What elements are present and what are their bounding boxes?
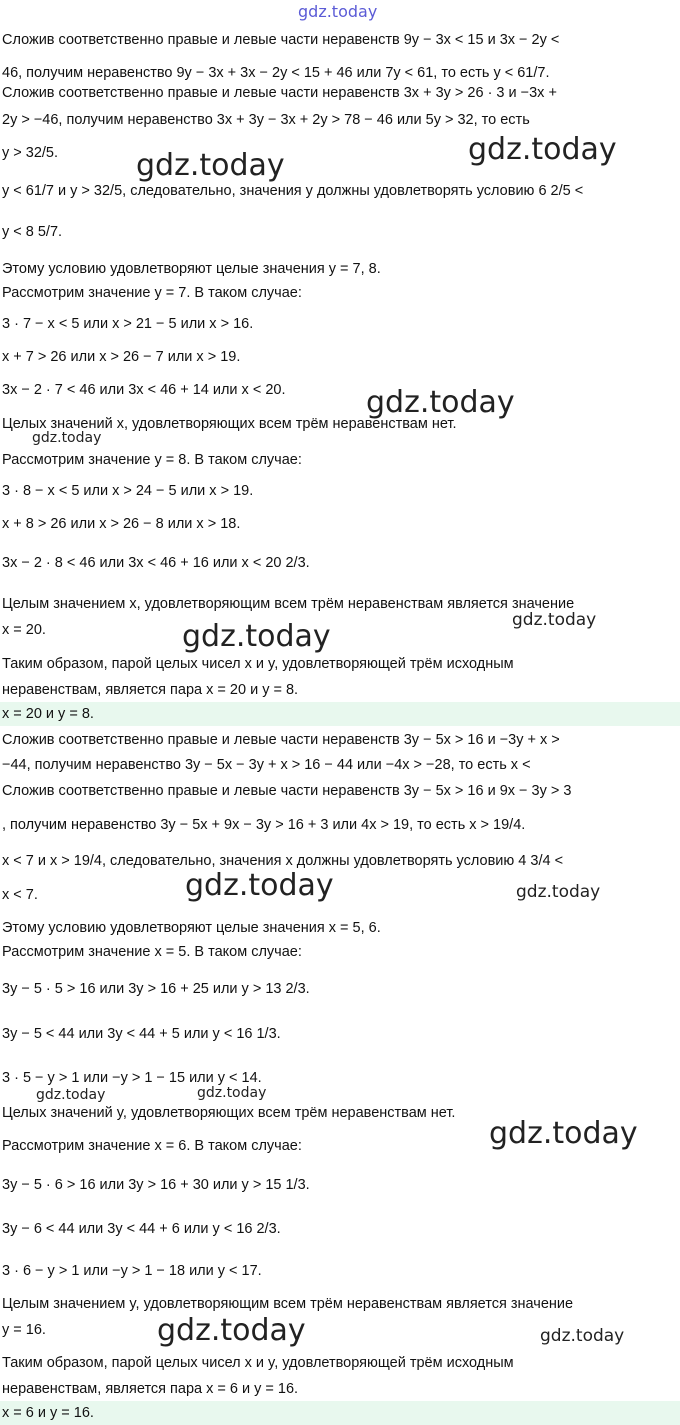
solution-line: 3x − 2 · 7 < 46 или 3x < 46 + 14 или x < 20. <box>2 382 286 398</box>
watermark: gdz.today <box>366 385 515 420</box>
solution-line: 46, получим неравенство 9y − 3x + 3x − 2y < 15 + 46 или 7y < 61, то есть y < 61/7. <box>2 65 550 81</box>
watermark: gdz.today <box>512 610 597 630</box>
header-watermark: gdz.today <box>298 2 378 21</box>
watermark: gdz.today <box>185 868 334 903</box>
answer-highlight <box>0 1401 680 1425</box>
solution-line: 3y − 5 · 6 > 16 или 3y > 16 + 30 или y > 15 1/3. <box>2 1177 310 1193</box>
solution-line: 3 · 5 − y > 1 или −y > 1 − 15 или y < 14. <box>2 1070 262 1086</box>
solution-line: Сложив соответственно правые и левые части неравенств 3x + 3y > 26 · 3 и −3x + <box>2 85 557 101</box>
watermark: gdz.today <box>468 132 617 167</box>
solution-line: Этому условию удовлетворяют целые значения y = 7, 8. <box>2 261 381 277</box>
solution-line: Рассмотрим значение y = 7. В таком случае: <box>2 285 302 301</box>
watermark: gdz.today <box>540 1326 625 1346</box>
solution-line: Сложив соответственно правые и левые части неравенств 3y − 5x > 16 и −3y + x > <box>2 732 560 748</box>
solution-line: x + 7 > 26 или x > 26 − 7 или x > 19. <box>2 349 241 365</box>
watermark: gdz.today <box>489 1116 638 1151</box>
solution-line: Таким образом, парой целых чисел x и y, удовлетворяющей трём исходным <box>2 656 514 672</box>
solution-line: x < 7 и x > 19/4, следовательно, значения x должны удовлетворять условию 4 3/4 < <box>2 853 564 869</box>
solution-line: Рассмотрим значение y = 8. В таком случае: <box>2 452 302 468</box>
watermark: gdz.today <box>197 1085 267 1101</box>
solution-line: неравенствам, является пара x = 6 и y = 16. <box>2 1381 299 1397</box>
answer-line: x = 6 и y = 16. <box>2 1405 94 1421</box>
solution-line: 3 · 7 − x < 5 или x > 21 − 5 или x > 16. <box>2 316 254 332</box>
watermark: gdz.today <box>516 882 601 902</box>
solution-line: 3y − 5 · 5 > 16 или 3y > 16 + 25 или y > 13 2/3. <box>2 981 310 997</box>
solution-line: y > 32/5. <box>2 145 59 161</box>
solution-line: 3 · 6 − y > 1 или −y > 1 − 18 или y < 17. <box>2 1263 262 1279</box>
solution-line: y < 61/7 и y > 32/5, следовательно, значения y должны удовлетворять условию 6 2/5 < <box>2 183 584 199</box>
solution-line: , получим неравенство 3y − 5x + 9x − 3y > 16 + 3 или 4x > 19, то есть x > 19/4. <box>2 817 526 833</box>
solution-line: Целым значением x, удовлетворяющим всем трём неравенствам является значение <box>2 596 575 612</box>
solution-line: неравенствам, является пара x = 20 и y = 8. <box>2 682 299 698</box>
watermark: gdz.today <box>182 619 331 654</box>
solution-line: 2y > −46, получим неравенство 3x + 3y − 3x + 2y > 78 − 46 или 5y > 32, то есть <box>2 112 530 128</box>
solution-line: y < 8 5/7. <box>2 224 63 240</box>
solution-line: Таким образом, парой целых чисел x и y, удовлетворяющей трём исходным <box>2 1355 514 1371</box>
answer-line: x = 20 и y = 8. <box>2 706 94 722</box>
solution-line: Целым значением y, удовлетворяющим всем трём неравенствам является значение <box>2 1296 574 1312</box>
solution-line: Этому условию удовлетворяют целые значения x = 5, 6. <box>2 920 381 936</box>
solution-line: Целых значений y, удовлетворяющих всем трём неравенствам нет. <box>2 1105 456 1121</box>
solution-line: Целых значений x, удовлетворяющих всем трём неравенствам нет. <box>2 416 457 432</box>
watermark: gdz.today <box>36 1087 106 1103</box>
solution-line: y = 16. <box>2 1322 46 1338</box>
watermark: gdz.today <box>32 430 102 446</box>
answer-highlight <box>0 702 680 726</box>
solution-line: Рассмотрим значение x = 6. В таком случае: <box>2 1138 302 1154</box>
solution-line: x = 20. <box>2 622 46 638</box>
watermark: gdz.today <box>136 148 285 183</box>
solution-line: 3y − 6 < 44 или 3y < 44 + 6 или y < 16 2/3. <box>2 1221 281 1237</box>
solution-line: 3 · 8 − x < 5 или x > 24 − 5 или x > 19. <box>2 483 254 499</box>
solution-line: Рассмотрим значение x = 5. В таком случае: <box>2 944 302 960</box>
watermark: gdz.today <box>157 1313 306 1348</box>
solution-line: x < 7. <box>2 887 38 903</box>
solution-line: Сложив соответственно правые и левые части неравенств 3y − 5x > 16 и 9x − 3y > 3 <box>2 783 572 799</box>
solution-line: −44, получим неравенство 3y − 5x − 3y + x > 16 − 44 или −4x > −28, то есть x < <box>2 757 531 773</box>
solution-line: x + 8 > 26 или x > 26 − 8 или x > 18. <box>2 516 241 532</box>
solution-line: Сложив соответственно правые и левые части неравенств 9y − 3x < 15 и 3x − 2y < <box>2 32 560 48</box>
solution-line: 3y − 5 < 44 или 3y < 44 + 5 или y < 16 1/3. <box>2 1026 281 1042</box>
solution-line: 3x − 2 · 8 < 46 или 3x < 46 + 16 или x < 20 2/3. <box>2 555 310 571</box>
